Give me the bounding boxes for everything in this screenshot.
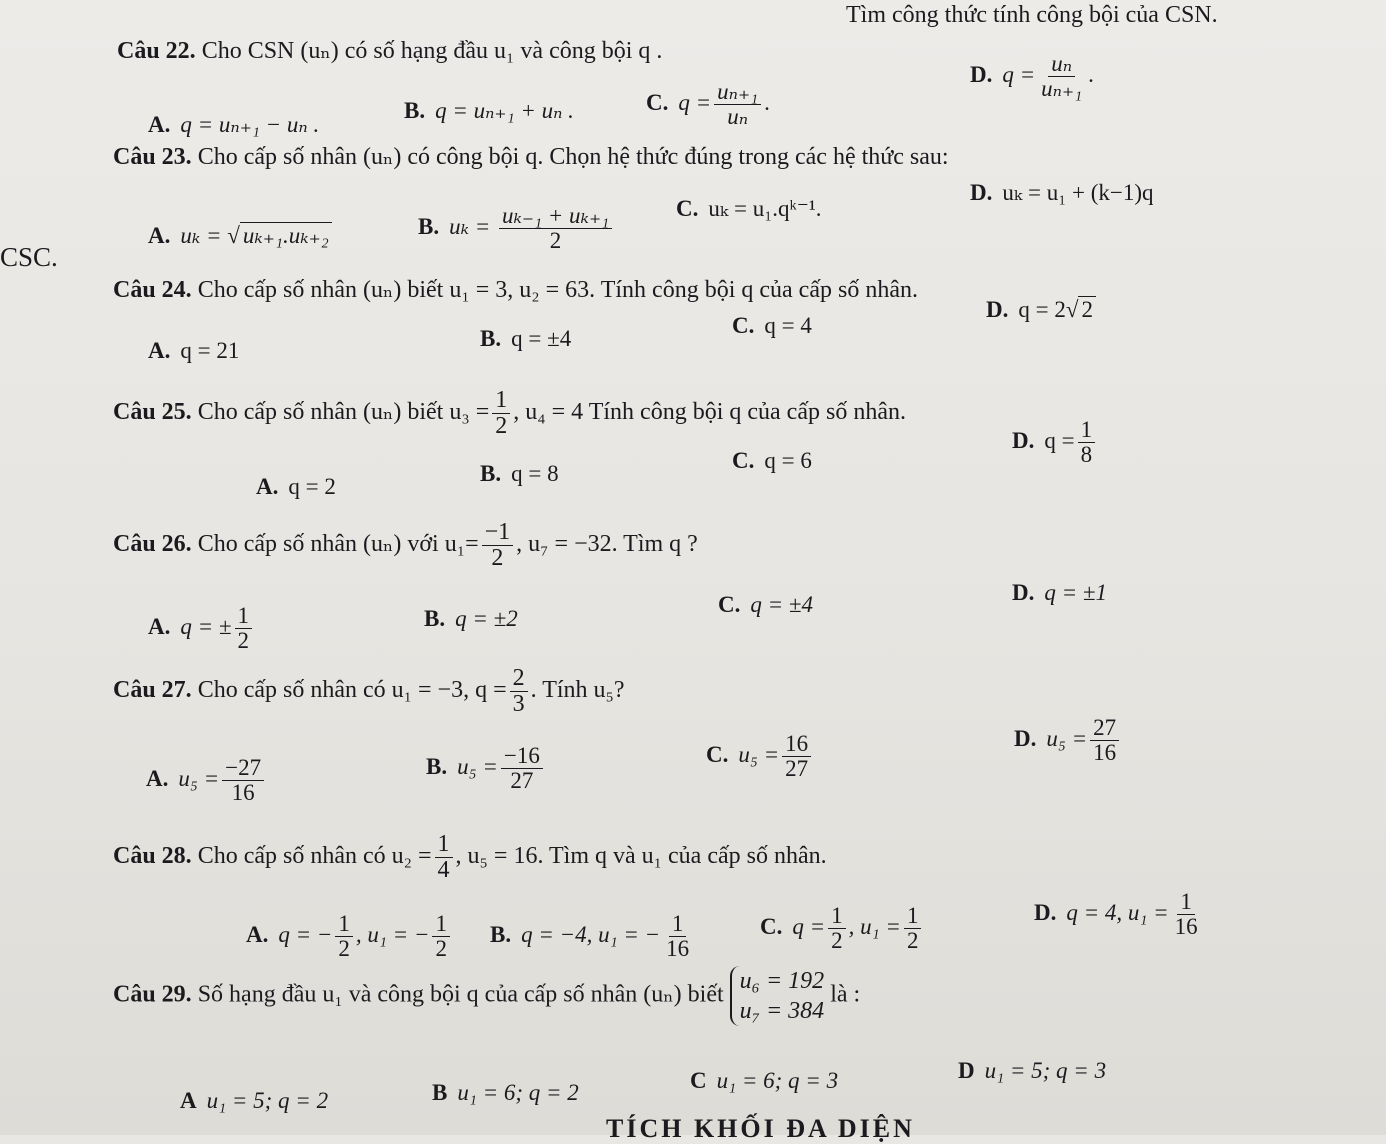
q23-option-d[interactable]: D. uₖ = u₁ + (k−1)q	[970, 180, 1154, 205]
q22-option-b[interactable]: B. q = uₙ₊₁ + uₙ .	[404, 98, 574, 123]
q28-option-b[interactable]: B. q = −4, u₁ = − $\frac{1}{16}$	[490, 911, 690, 962]
equation-system: u₆ = 192 u₇ = 384	[730, 966, 825, 1026]
question-25-label: Câu 25.	[113, 399, 192, 426]
q23-option-b[interactable]: B. uₖ = $\frac{\text{uₖ₋₁ + uₖ₊₁}}{2}$	[418, 204, 615, 253]
q22-option-d[interactable]: D. q = $\frac{\text{uₙ}}{\text{uₙ₊₁}}$ .	[970, 51, 1094, 102]
q29-option-c[interactable]: C u₁ = 6; q = 3	[690, 1068, 839, 1093]
q24-option-d[interactable]: D. q = 2√ 2	[986, 296, 1096, 323]
q27-option-a[interactable]: A. u₅ = $\frac{-27}{16}$	[146, 756, 267, 805]
question-26-label: Câu 26.	[113, 531, 192, 558]
q29-option-a[interactable]: A u₁ = 5; q = 2	[180, 1088, 329, 1113]
q24-option-b[interactable]: B. q = ±4	[480, 326, 572, 351]
q22-option-c[interactable]: C. q = $\frac{\text{uₙ₊₁}}{\text{uₙ}}$ .	[646, 79, 770, 130]
q22-option-a[interactable]: A. q = uₙ₊₁ − uₙ .	[148, 112, 320, 137]
question-23-label: Câu 23.	[113, 144, 192, 170]
q27-option-b[interactable]: B. u₅ = $\frac{-16}{27}$	[426, 744, 546, 793]
footer-heading: TÍCH KHỐI ĐA DIỆN	[606, 1114, 915, 1143]
q26-option-a[interactable]: A. q = ± $\frac{1}{2}$	[148, 604, 255, 653]
q29-option-b[interactable]: B u₁ = 6; q = 2	[432, 1080, 579, 1105]
q26-option-b[interactable]: B. q = ±2	[424, 606, 518, 631]
q28-option-c[interactable]: C. q = $\frac{1}{2}$ , u₁ = $\frac{1}{2}$	[760, 904, 924, 953]
q26-option-c[interactable]: C. q = ±4	[718, 592, 814, 617]
q23-option-c[interactable]: C. uₖ = u₁.qᵏ⁻¹.	[676, 196, 822, 221]
question-22-text: Cho CSN (uₙ) có số hạng đầu u₁ và công bội q .	[201, 38, 663, 64]
q27-option-d[interactable]: D. u₅ = $\frac{27}{16}$	[1014, 716, 1122, 765]
q25-option-c[interactable]: C. q = 6	[732, 448, 812, 473]
q25-option-d[interactable]: D. q = $\frac{1}{8}$	[1012, 418, 1098, 467]
q25-option-a[interactable]: A. q = 2	[256, 474, 336, 499]
question-24	[113, 275, 918, 304]
question-25: Câu 25. Cho cấp số nhân (uₙ) biết u₃ = $\frac{1}{2}$ , u₄ = 4 Tính công bội q của cấp số nhân.	[113, 387, 906, 440]
q26-option-d[interactable]: D. q = ±1	[1012, 580, 1108, 605]
question-29: Câu 29. Số hạng đầu u₁ và công bội q của cấp số nhân (uₙ) biết u₆ = 192 u₇ = 384 là :	[113, 968, 861, 1024]
q27-option-c[interactable]: C. u₅ = $\frac{16}{27}$	[706, 732, 814, 781]
question-23	[113, 142, 949, 171]
question-22	[117, 36, 662, 65]
question-28-label: Câu 28.	[113, 843, 192, 870]
q28-option-d[interactable]: D. q = 4, u₁ = $\frac{1}{16}$	[1034, 889, 1198, 940]
q25-option-b[interactable]: B. q = 8	[480, 461, 559, 486]
question-26: Câu 26. Cho cấp số nhân (uₙ) với u₁= $\frac{-1}{2}$ , u₇ = −32. Tìm q ?	[113, 519, 698, 572]
question-29-label: Câu 29.	[113, 981, 192, 1008]
q24-option-a[interactable]: A. q = 21	[148, 338, 240, 363]
question-24-text: Cho cấp số nhân (uₙ) biết u₁ = 3, u₂ = 63. Tính công bội q của cấp số nhân.	[197, 277, 918, 303]
q23-option-a[interactable]: A. uₖ = √ uₖ₊₁.uₖ₊₂	[148, 222, 332, 249]
margin-note: CSC.	[0, 242, 58, 272]
q29-option-d[interactable]: D u₁ = 5; q = 3	[958, 1058, 1107, 1083]
question-23-text: Cho cấp số nhân (uₙ) có công bội q. Chọn hệ thức đúng trong các hệ thức sau:	[197, 144, 949, 170]
question-27: Câu 27. Cho cấp số nhân có u₁ = −3, q = $\frac{2}{3}$ . Tính u₅?	[113, 665, 625, 718]
question-24-label: Câu 24.	[113, 277, 192, 303]
q28-option-a[interactable]: A. q = − $\frac{1}{2}$ , u₁ = − $\frac{1}{2}$	[246, 912, 453, 961]
top-note: Tìm công thức tính công bội của CSN.	[846, 2, 1218, 28]
question-27-label: Câu 27.	[113, 677, 192, 704]
question-22-label: Câu 22.	[117, 38, 196, 64]
question-28: Câu 28. Cho cấp số nhân có u₂ = $\frac{1}{4}$ , u₅ = 16. Tìm q và u₁ của cấp số nhân.	[113, 831, 827, 884]
q24-option-c[interactable]: C. q = 4	[732, 313, 812, 338]
